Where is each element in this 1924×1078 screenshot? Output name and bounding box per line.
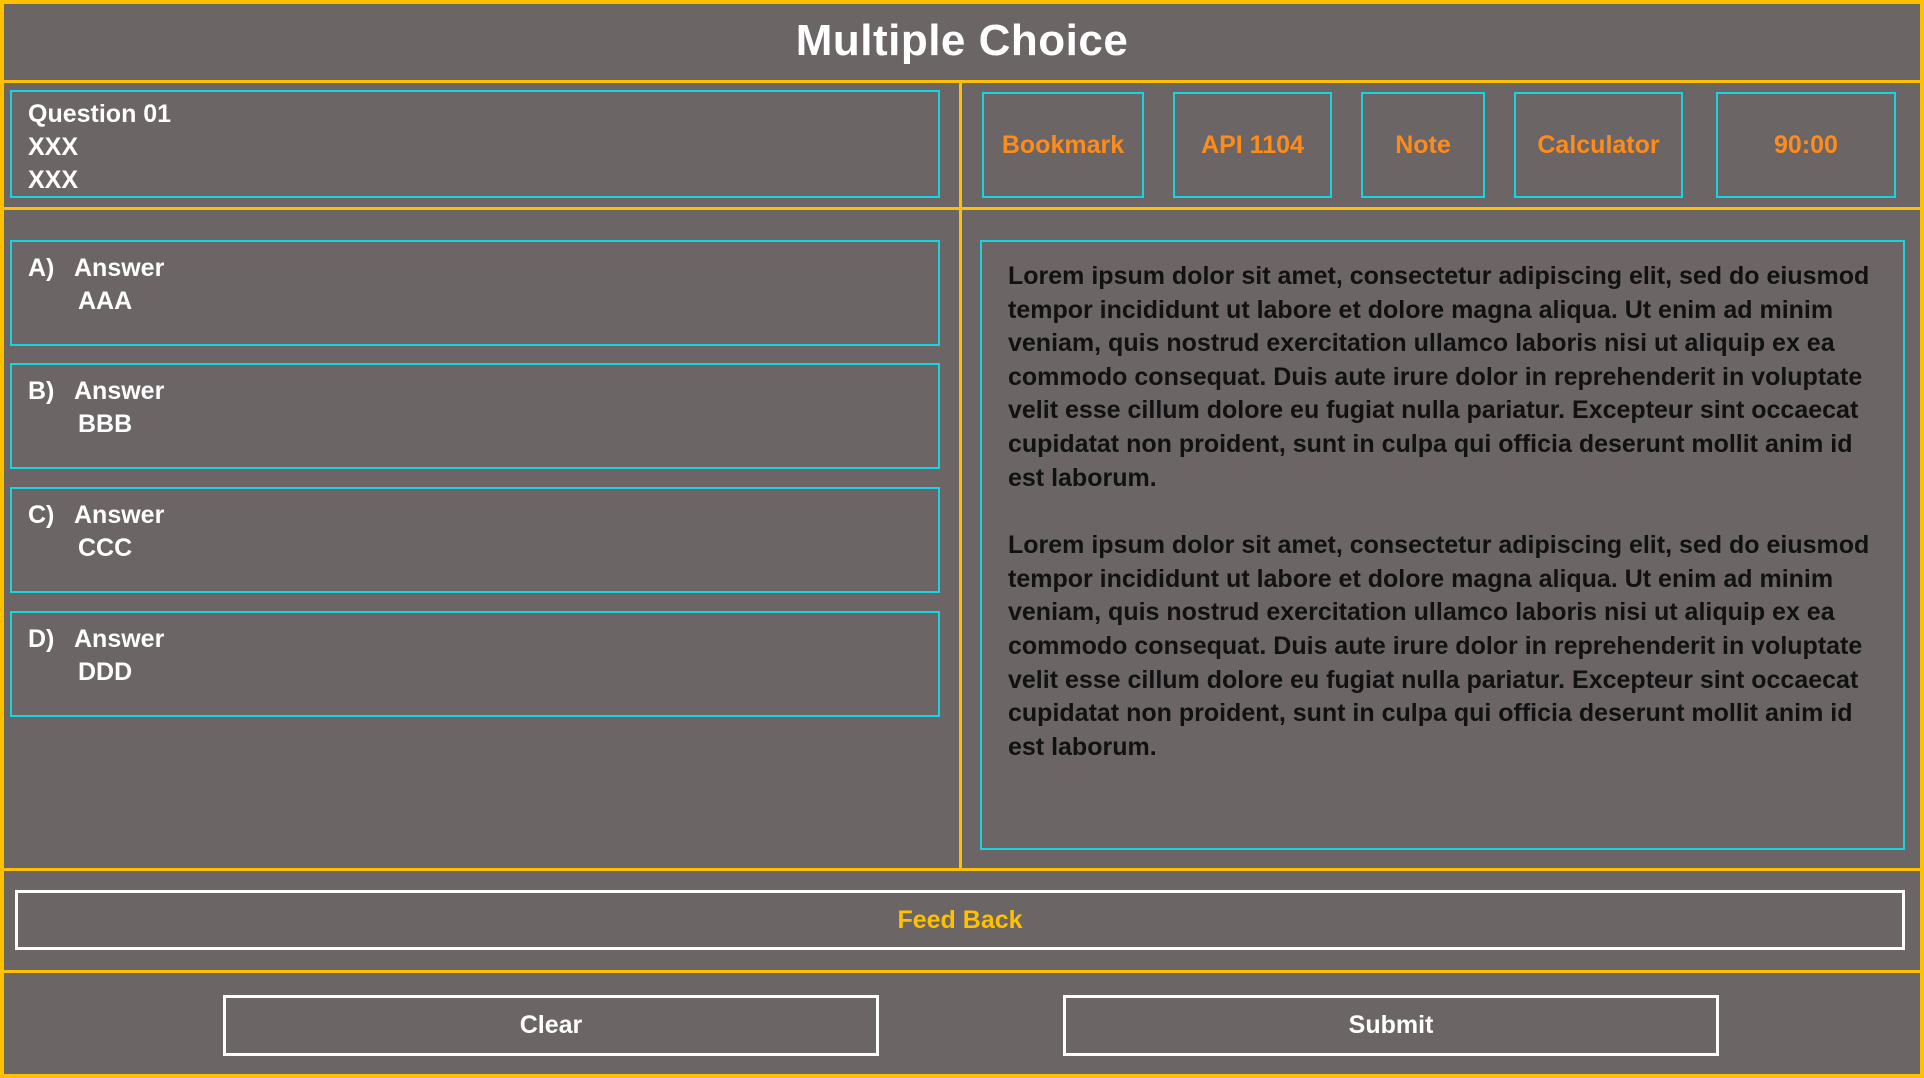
answer-label: Answer bbox=[74, 254, 165, 282]
page-title: Multiple Choice bbox=[795, 16, 1129, 65]
answer-option-d[interactable] bbox=[10, 611, 940, 717]
feedback-bar[interactable] bbox=[15, 890, 1905, 950]
answer-letter: C) bbox=[28, 501, 55, 529]
api-1104-button[interactable] bbox=[1173, 92, 1332, 198]
answer-option-c[interactable] bbox=[10, 487, 940, 593]
clear-button[interactable] bbox=[223, 995, 879, 1056]
answer-value: AAA bbox=[78, 287, 133, 315]
reading-passage bbox=[980, 240, 1905, 850]
footer-divider bbox=[0, 970, 1924, 973]
passage-paragraph-1: Lorem ipsum dolor sit amet, consectetur adipiscing elit, sed do eiusmod tempor incididunt ut labore et dolore magna aliqua. Ut enim ad minim veniam, quis nostrud exercitation ullamco laboris nisi ut aliquip ex ea commodo consequat. Duis aute irure dolor in reprehenderit in voluptate velit esse cillum dolore eu fugiat nulla pariatur. Excepteur sint occaecat cupidatat non proident, sunt in culpa qui officia deserunt mollit anim id est laborum. bbox=[1008, 262, 1870, 492]
answer-letter: B) bbox=[28, 377, 55, 405]
calculator-button[interactable] bbox=[1514, 92, 1683, 198]
answer-value: BBB bbox=[78, 410, 133, 438]
question-text-line-2: XXX bbox=[28, 166, 79, 194]
question-text-line-1: XXX bbox=[28, 133, 79, 161]
answer-label: Answer bbox=[74, 377, 165, 405]
submit-button[interactable] bbox=[1063, 995, 1719, 1056]
passage-paragraph-2: Lorem ipsum dolor sit amet, consectetur adipiscing elit, sed do eiusmod tempor incididunt ut labore et dolore magna aliqua. Ut enim ad minim veniam, quis nostrud exercitation ullamco laboris nisi ut aliquip ex ea commodo consequat. Duis aute irure dolor in reprehenderit in voluptate velit esse cillum dolore eu fugiat nulla pariatur. Excepteur sint occaecat cupidatat non proident, sunt in culpa qui officia deserunt mollit anim id est laborum. bbox=[1008, 531, 1870, 761]
timer-display bbox=[1716, 92, 1896, 198]
bookmark-label: Bookmark bbox=[1001, 130, 1125, 159]
question-label: Question 01 bbox=[28, 100, 172, 128]
clear-label: Clear bbox=[519, 1011, 583, 1039]
answer-label: Answer bbox=[74, 501, 165, 529]
answer-value: CCC bbox=[78, 534, 133, 562]
question-box bbox=[10, 90, 940, 198]
submit-label: Submit bbox=[1348, 1011, 1434, 1039]
answer-letter: D) bbox=[28, 625, 55, 653]
answer-letter: A) bbox=[28, 254, 55, 282]
answer-option-b[interactable] bbox=[10, 363, 940, 469]
timer-value: 90:00 bbox=[1774, 130, 1838, 159]
column-divider bbox=[959, 80, 962, 870]
answer-value: DDD bbox=[78, 658, 133, 686]
calculator-label: Calculator bbox=[1537, 130, 1660, 159]
note-button[interactable] bbox=[1361, 92, 1485, 198]
feedback-label: Feed Back bbox=[897, 905, 1023, 934]
api-label: API 1104 bbox=[1201, 130, 1304, 159]
bookmark-button[interactable] bbox=[982, 92, 1144, 198]
answer-option-a[interactable] bbox=[10, 240, 940, 346]
note-label: Note bbox=[1395, 130, 1451, 159]
toolbar-divider bbox=[0, 207, 1924, 210]
answer-label: Answer bbox=[74, 625, 165, 653]
content-divider bbox=[0, 868, 1924, 871]
